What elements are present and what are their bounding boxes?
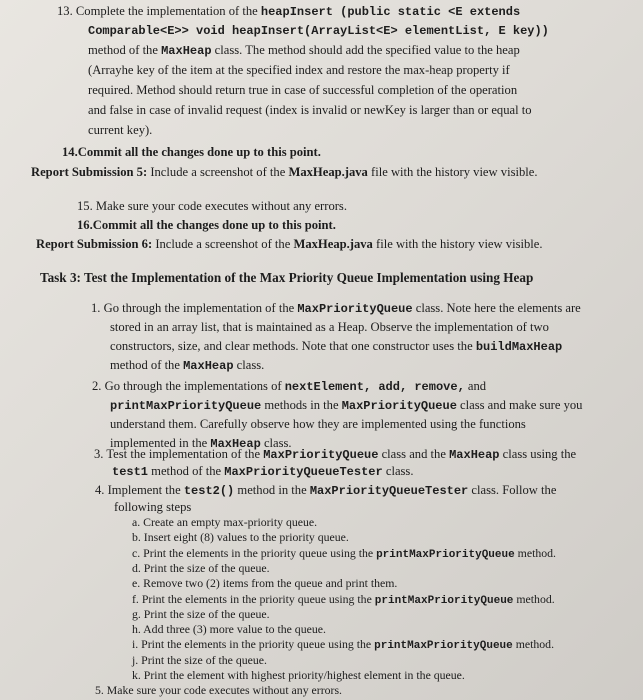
step-h: h. Add three (3) more value to the queue.: [132, 622, 326, 637]
task-text: class using the: [499, 447, 577, 461]
task-text: methods in the: [261, 398, 342, 412]
report-file: MaxHeap.java: [293, 237, 373, 251]
report-label: Report Submission 6:: [36, 237, 153, 251]
task-text: method of the: [110, 358, 184, 372]
report-file: MaxHeap.java: [288, 165, 368, 179]
step-c: [132, 546, 556, 562]
task-text: 1. Go through the implementation of the: [91, 301, 298, 315]
step-text: method.: [512, 637, 555, 652]
step-text: c. Print the elements in the priority queue using the: [132, 545, 377, 560]
step-k: k. Print the element with highest priority/highest element in the queue.: [132, 668, 465, 682]
task-item-4-line-2: following steps: [114, 500, 192, 514]
item-14: 14.Commit all the changes done up to this point.: [62, 145, 321, 159]
report-text: Include a screenshot of the: [147, 165, 289, 179]
task-text: 4. Implement the: [95, 483, 184, 497]
step-i: [132, 637, 554, 653]
step-text: method.: [513, 591, 555, 606]
code-heapinsert: heapInsert (public static <E extends: [260, 5, 521, 19]
task-text: 3. Test the implementation of the: [94, 447, 264, 461]
task-text: and: [464, 379, 487, 393]
step-text: method.: [514, 545, 556, 560]
item-13-line-3: [88, 42, 520, 59]
step-f: [132, 592, 555, 608]
task-item-1-line-4: [110, 357, 264, 374]
item-13-line-5: required. Method should return true in case of successful completion of the operation: [88, 83, 518, 97]
item-13-line-6: and false in case of invalid request (index is invalid or newKey is larger than or equal to: [88, 103, 532, 117]
task-text: class.: [233, 358, 265, 372]
item-13-text: class. The method should add the specified value to the heap: [211, 43, 520, 57]
code-buildmaxheap: buildMaxHeap: [475, 340, 563, 354]
code-methods: nextElement, add, remove,: [284, 380, 465, 394]
code-printmaxpriorityqueue: printMaxPriorityQueue: [374, 594, 514, 607]
code-printmaxpriorityqueue: printMaxPriorityQueue: [110, 399, 262, 413]
code-printmaxpriorityqueue: printMaxPriorityQueue: [374, 640, 513, 653]
report-submission-5: [31, 164, 538, 180]
task-text: class. Follow the: [468, 483, 557, 497]
code-maxheap: MaxHeap: [161, 44, 212, 58]
task-item-1-line-3: [110, 338, 562, 355]
step-d: d. Print the size of the queue.: [132, 560, 270, 575]
report-submission-6: [36, 236, 543, 252]
task-3-heading: Task 3: Test the Implementation of the Max Priority Queue Implementation using Heap: [40, 270, 534, 285]
item-13-text: method of the: [88, 43, 162, 57]
step-j: j. Print the size of the queue.: [132, 652, 267, 667]
report-label: Report Submission 5:: [31, 165, 148, 179]
code-maxheap: MaxHeap: [449, 448, 500, 462]
task-item-1-line-2: stored in an array list, that is maintained as a Heap. Observe the implementation of two: [110, 320, 549, 334]
item-16: 16.Commit all the changes done up to this point.: [77, 218, 336, 232]
report-text: Include a screenshot of the: [152, 237, 294, 251]
code-tester: MaxPriorityQueueTester: [309, 484, 469, 498]
task-item-3-line-2: [112, 463, 413, 480]
step-e: e. Remove two (2) items from the queue and print them.: [132, 576, 398, 591]
task-text: method in the: [234, 483, 310, 497]
item-13-line-7: current key).: [88, 123, 153, 137]
item-13-line-4: (Arrayhe key of the item at the specified index and restore the max-heap property if: [88, 63, 510, 77]
step-b: b. Insert eight (8) values to the priority queue.: [132, 530, 349, 545]
task-text: constructors, size, and clear methods. Note that one constructor uses the: [110, 339, 476, 353]
task-text: class and the: [378, 447, 450, 461]
task-item-3-line-1: [94, 446, 576, 463]
code-maxheap: MaxHeap: [183, 359, 234, 373]
code-test1: test1: [112, 465, 149, 479]
item-13-line-1: [57, 3, 520, 20]
task-text: 2. Go through the implementations of: [92, 379, 285, 393]
report-text: file with the history view visible.: [372, 237, 543, 251]
task-item-1-line-1: [91, 300, 581, 317]
task-item-5: 5. Make sure your code executes without any errors.: [95, 683, 342, 697]
code-maxpriorityqueue: MaxPriorityQueue: [297, 302, 413, 316]
task-text: implemented in the: [110, 436, 211, 450]
task-item-2-line-2: [110, 397, 582, 414]
item-15: 15. Make sure your code executes without any errors.: [77, 199, 347, 213]
code-signature: Comparable<E>> void heapInsert(ArrayList<E> elementList, E key)): [88, 24, 549, 38]
code-maxpriorityqueue: MaxPriorityQueue: [263, 448, 379, 462]
task-text: class. Note here the elements are: [412, 301, 581, 315]
step-text: i. Print the elements in the priority queue using the: [132, 637, 375, 652]
task-item-2-line-1: [92, 378, 486, 395]
task-item-4-line-1: [95, 482, 556, 499]
code-tester: MaxPriorityQueueTester: [224, 465, 383, 479]
code-maxheap: MaxHeap: [210, 437, 261, 451]
item-13-line-2: [88, 22, 549, 39]
task-text: class.: [382, 464, 414, 478]
task-text: class.: [260, 436, 292, 450]
code-printmaxpriorityqueue: printMaxPriorityQueue: [376, 548, 515, 561]
task-text: method of the: [148, 464, 225, 478]
report-text: file with the history view visible.: [367, 165, 538, 179]
task-text: class and make sure you: [456, 398, 583, 412]
step-a: a. Create an empty max-priority queue.: [132, 515, 318, 529]
task-item-2-line-3: understand them. Carefully observe how they are implemented using the functions: [110, 417, 526, 431]
step-g: g. Print the size of the queue.: [132, 606, 270, 621]
item-13-text: 13. Complete the implementation of the: [57, 4, 261, 18]
code-test2: test2(): [183, 484, 235, 498]
code-maxpriorityqueue: MaxPriorityQueue: [341, 399, 457, 413]
step-text: f. Print the elements in the priority queue using the: [132, 591, 375, 606]
